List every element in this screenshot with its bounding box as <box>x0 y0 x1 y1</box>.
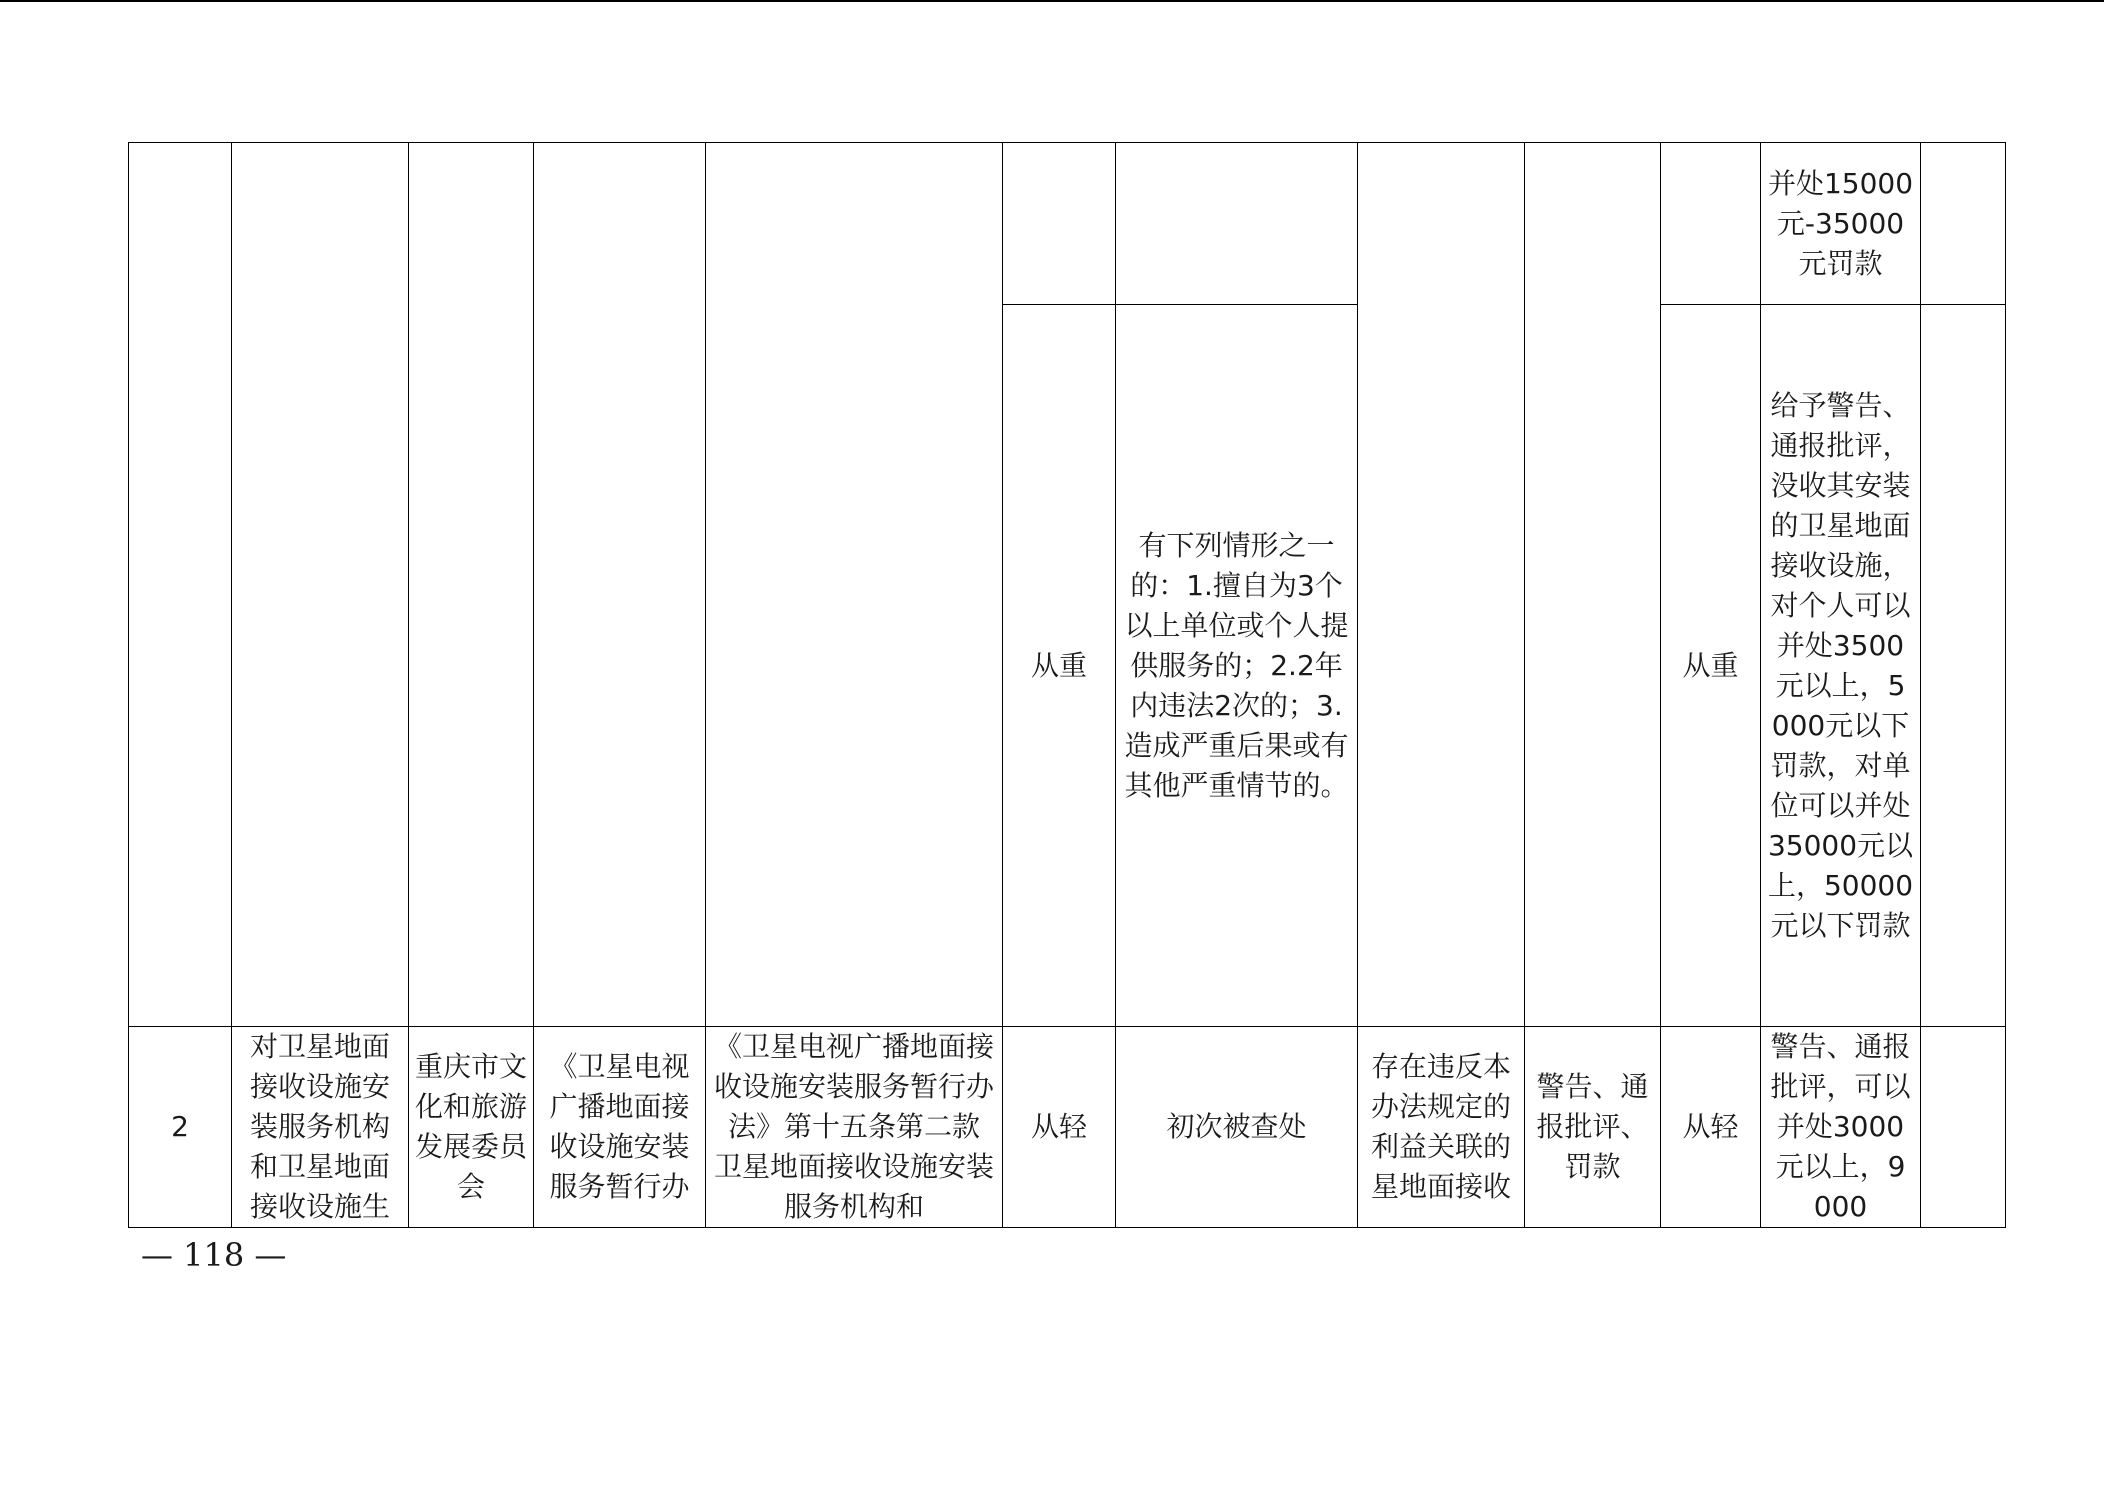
penalty-type-cell <box>1525 143 1661 1027</box>
degree2-cell: 从轻 <box>1661 1027 1761 1228</box>
clause-cell: 《卫星电视广播地面接收设施安装服务暂行办法》第十五条第二款 卫星地面接收设施安装服务机构和 <box>706 1027 1003 1228</box>
subject-cell: 存在违反本办法规定的利益关联的星地面接收 <box>1358 1027 1525 1228</box>
item-cell: 对卫星地面接收设施安装服务机构和卫星地面接收设施生 <box>232 1027 409 1228</box>
clause-cell <box>706 143 1003 1027</box>
remark-cell <box>1921 143 2006 305</box>
remark-cell <box>1921 1027 2006 1228</box>
page-number: — 118 — <box>141 1236 287 1274</box>
index-cell <box>129 143 232 1027</box>
subject-cell <box>1358 143 1525 1027</box>
basis-cell: 《卫星电视广播地面接收设施安装服务暂行办 <box>534 1027 706 1228</box>
degree2-cell <box>1661 143 1761 305</box>
circumstance-cell <box>1116 143 1358 305</box>
penalty-discretion-table <box>128 142 2006 1228</box>
penalty-cell: 给予警告、通报批评，没收其安装的卫星地面接收设施，对个人可以并处3500元以上，5000元以下罚款，对单位可以并处35000元以上，50000元以下罚款 <box>1761 305 1921 1027</box>
penalty-type-cell: 警告、通报批评、罚款 <box>1525 1027 1661 1228</box>
table-row <box>129 1027 2006 1228</box>
agency-cell: 重庆市文化和旅游发展委员会 <box>409 1027 534 1228</box>
degree2-cell: 从重 <box>1661 305 1761 1027</box>
circumstance-cell: 有下列情形之一的：1.擅自为3个以上单位或个人提供服务的；2.2年内违法2次的；3.造成严重后果或有其他严重情节的。 <box>1116 305 1358 1027</box>
index-cell: 2 <box>129 1027 232 1228</box>
top-border-line <box>0 0 2104 2</box>
degree-cell: 从重 <box>1003 305 1116 1027</box>
remark-cell <box>1921 305 2006 1027</box>
circumstance-cell: 初次被查处 <box>1116 1027 1358 1228</box>
penalty-cell: 警告、通报批评，可以并处3000元以上，9000 <box>1761 1027 1921 1228</box>
table-row <box>129 143 2006 305</box>
penalty-cell: 并处15000元-35000元罚款 <box>1761 143 1921 305</box>
basis-cell <box>534 143 706 1027</box>
degree-cell <box>1003 143 1116 305</box>
agency-cell <box>409 143 534 1027</box>
degree-cell: 从轻 <box>1003 1027 1116 1228</box>
item-cell <box>232 143 409 1027</box>
